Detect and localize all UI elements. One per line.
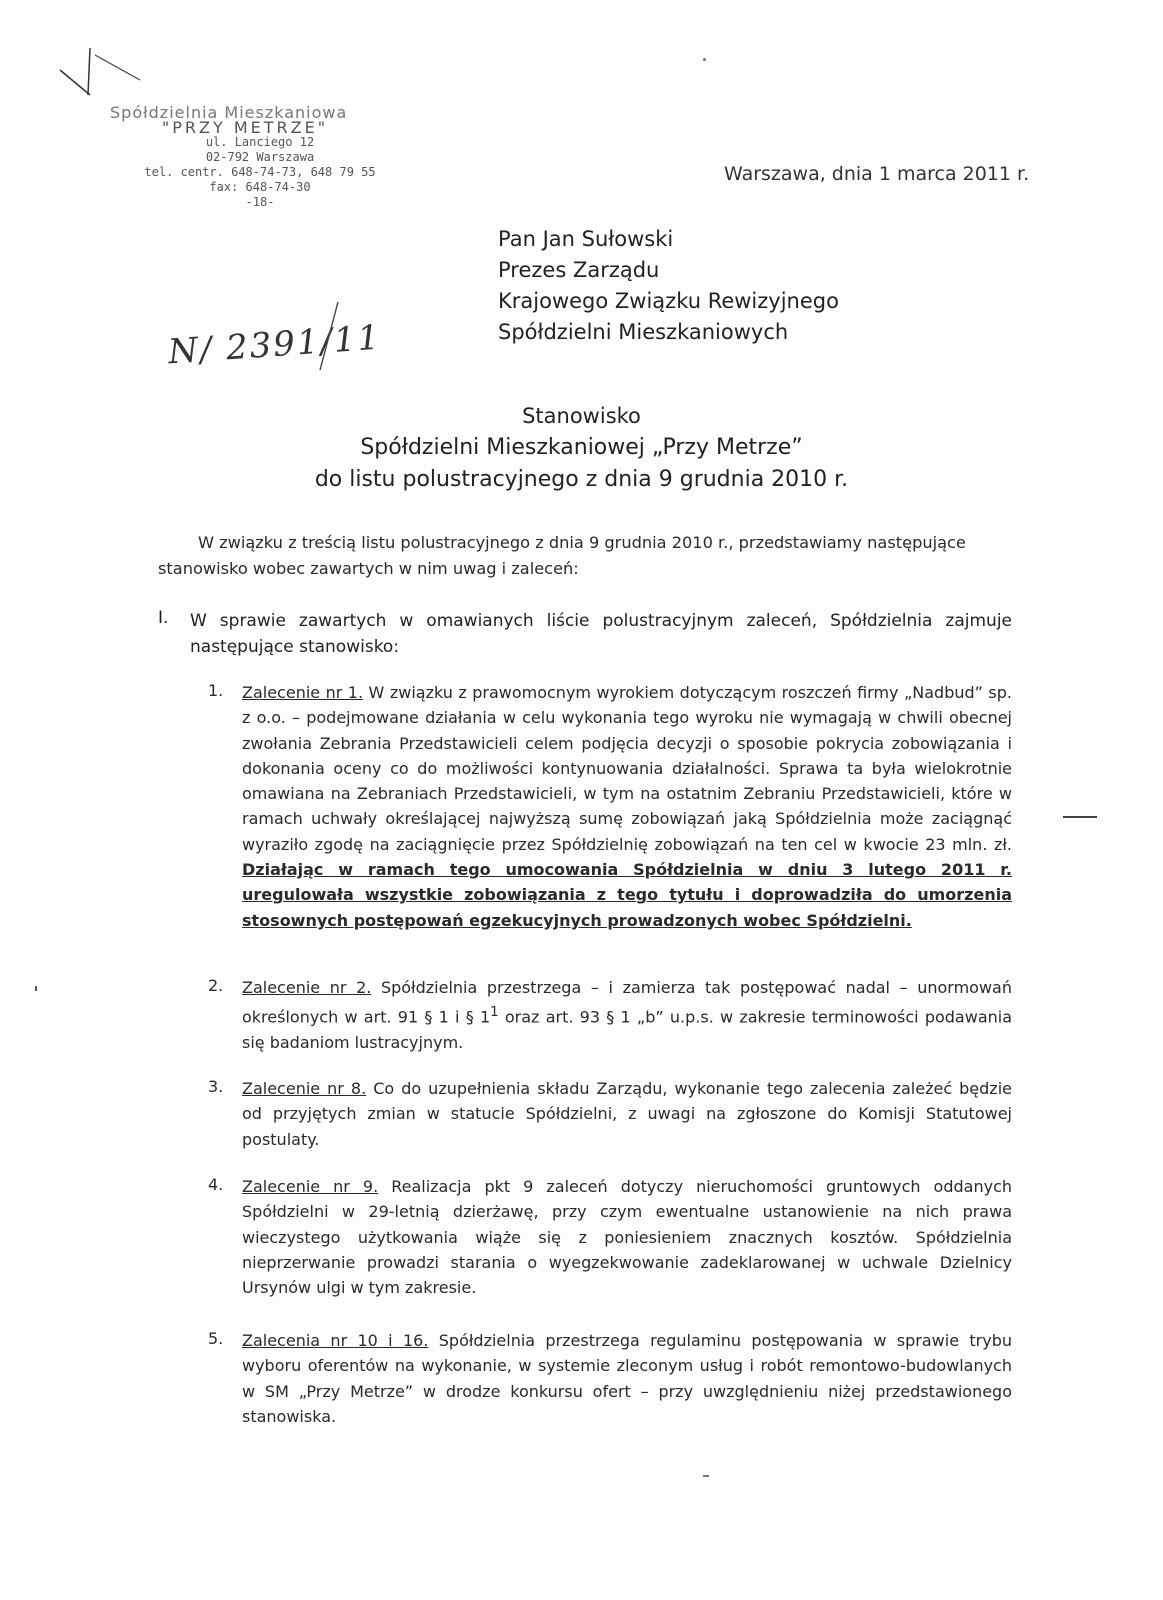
recommendation-item [242, 1174, 1012, 1300]
item-heading: Zalecenie nr 9. [242, 1177, 379, 1196]
stamp-line: fax: 648-74-30 [209, 180, 311, 194]
speck [703, 1475, 709, 1477]
margin-mark [1063, 816, 1097, 818]
stamp-line: 02-792 Warszawa [205, 150, 315, 164]
recommendation-item [242, 680, 1012, 933]
recommendation-item [242, 1328, 1012, 1429]
stamp-line: tel. centr. 648-74-73, 648 79 55 [144, 165, 376, 179]
item-text: W związku z prawomocnym wyrokiem dotyczącym roszczeń firmy „Nadbud” sp. z o.o. – podejmowane działania w celu wykonania tego wyroku nie wymagają w chwili obecnej zwołania Zebrania Przedstawicieli celem podjęcia decyzji o sposobie pokrycia zobowiązania i dokonania oceny co do możliwości kontynuowania działalności. Sprawa ta była wielokrotnie omawiana na Zebraniach Przedstawicieli, w tym na ostatnim Zebraniu Przedstawicieli, które w ramach uchwały określającej najwyższą sumę zobowiązań jaką Spółdzielnia może zaciągnąć wyraziło zgodę na zaciągnięcie przez Spółdzielnię zobowiązań na ten cel w kwocie 23 mln. zł. [242, 683, 1012, 854]
section-label: I. [158, 608, 169, 628]
intro-paragraph: W związku z treścią listu polustracyjnego z dnia 9 grudnia 2010 r., przedstawiamy następujące stanowisko wobec zawartych w nim uwag i zaleceń: [158, 533, 966, 578]
title-line: Spółdzielni Mieszkaniowej „Przy Metrze” [360, 435, 803, 460]
item-text: Spółdzielnia przestrzega – i zamierza tak postępować nadal – unormowań określonych w art. 91 § 1 i § 1 [242, 978, 1013, 1027]
handwritten-slash [290, 300, 350, 380]
stamp-line: "PRZY METRZE" [161, 118, 329, 137]
addressee-line: Prezes Zarządu [498, 258, 660, 282]
title-line: do listu polustracyjnego z dnia 9 grudnia 2010 r. [314, 467, 849, 492]
item-text: oraz art. 93 § 1 „b” u.p.s. w zakresie terminowości podawania się badaniom lustracyjnym. [242, 1007, 1013, 1052]
item-number: 1. [208, 681, 224, 700]
item-heading: Zalecenie nr 1. [242, 683, 364, 702]
superscript: 1 [490, 1005, 499, 1021]
letter-date: Warszawa, dnia 1 marca 2011 r. [724, 163, 1030, 185]
item-heading: Zalecenia nr 10 i 16. [242, 1331, 429, 1350]
stamp-line: -18- [245, 195, 275, 209]
item-number: 4. [208, 1175, 224, 1194]
item-text: Realizacja pkt 9 zaleceń dotyczy nieruchomości gruntowych oddanych Spółdzielni w 29-letnią dzierżawę, przy czym ewentualne ustanowienie na nich prawa wieczystego użytkowania wiąże się z poniesieniem znacznych kosztów. Spółdzielnia nieprzerwanie prowadzi starania o wyegzekwowanie zadeklarowanej w uchwale Dzielnicy Ursynów ulgi w tym zakresie. [242, 1177, 1013, 1298]
document-title [0, 400, 1163, 496]
title-line: Stanowisko [522, 404, 641, 428]
addressee-block [498, 224, 839, 348]
item-text: Co do uzupełnienia składu Zarządu, wykonanie tego zalecenia zależeć będzie od przyjętych zmian w statucie Spółdzielni, z uwagi na zgłoszone do Komisji Statutowej postulaty. [242, 1079, 1012, 1149]
cooperative-stamp [110, 105, 410, 210]
handwritten-registry-number: N/ 2391/11 [166, 317, 383, 373]
addressee-line: Pan Jan Sułowski [498, 227, 674, 251]
item-text: Spółdzielnia przestrzega regulaminu postępowania w sprawie trybu wyboru oferentów na wykonanie, w systemie zleconym usług i robót remontowo-budowlanych w SM „Przy Metrze” w drodze konkursu ofert – przy uwzględnieniu niżej przedstawionego stanowiska. [242, 1331, 1012, 1426]
handwritten-check-mark [55, 40, 155, 110]
stamp-line: Spółdzielnia Mieszkaniowa [110, 103, 348, 122]
addressee-line: Krajowego Związku Rewizyjnego [498, 289, 839, 313]
item-bold-text: Działając w ramach tego umocowania Spółdzielnia w dniu 3 lutego 2011 r. uregulowała wszystkie zobowiązania z tego tytułu i doprowadziła do umorzenia stosownych postępowań egzekucyjnych prowadzonych wobec Spółdzielni. [242, 860, 1012, 930]
stamp-line: ul. Lanciego 12 [205, 135, 315, 149]
section-text: W sprawie zawartych w omawianych liście polustracyjnym zaleceń, Spółdzielnia zajmuje następujące stanowisko: [190, 611, 1012, 657]
item-heading: Zalecenie nr 2. [242, 978, 372, 997]
recommendation-item [242, 1076, 1012, 1152]
item-number: 3. [208, 1077, 224, 1096]
recommendation-item [242, 975, 1012, 1055]
speck [35, 986, 37, 991]
item-number: 5. [208, 1329, 224, 1348]
item-heading: Zalecenie nr 8. [242, 1079, 367, 1098]
item-number: 2. [208, 976, 224, 995]
addressee-line: Spółdzielni Mieszkaniowych [498, 320, 789, 344]
speck [703, 58, 706, 61]
